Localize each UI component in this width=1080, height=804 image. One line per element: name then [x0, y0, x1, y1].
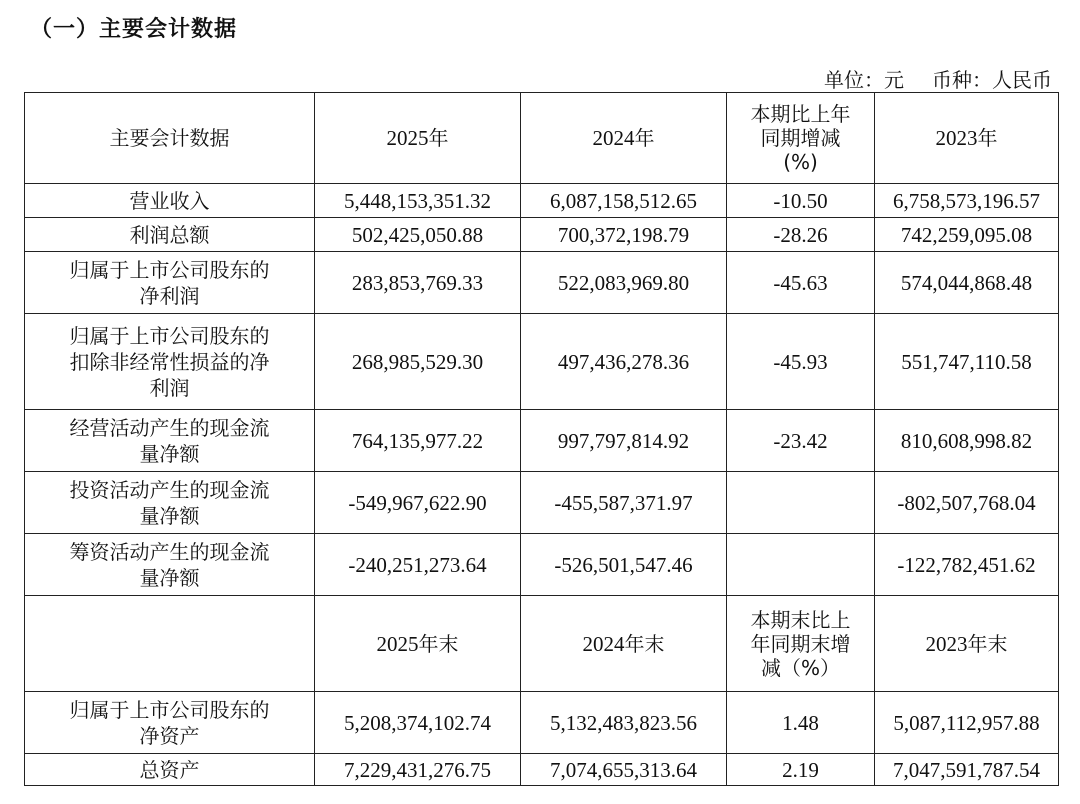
row-label: 营业收入: [25, 184, 315, 218]
header-cell-change: 本期末比上 年同期末增 减（%）: [727, 596, 875, 692]
row-label: 筹资活动产生的现金流 量净额: [25, 534, 315, 596]
value-2024: 6,087,158,512.65: [521, 184, 727, 218]
header-cell-year: 2025年末: [315, 596, 521, 692]
row-label: 归属于上市公司股东的 扣除非经常性损益的净 利润: [25, 314, 315, 410]
header-cell-year: 2023年: [875, 93, 1059, 184]
section-title: （一）主要会计数据: [30, 17, 238, 42]
table-row: [25, 410, 1059, 472]
header-cell-year: 2023年末: [875, 596, 1059, 692]
row-label: 归属于上市公司股东的 净资产: [25, 692, 315, 754]
value-2024: -455,587,371.97: [521, 472, 727, 534]
table-row: [25, 754, 1059, 786]
table-row: [25, 472, 1059, 534]
header-row-annual: [25, 93, 1059, 184]
value-2023: 551,747,110.58: [875, 314, 1059, 410]
value-2024: -526,501,547.46: [521, 534, 727, 596]
value-2025: 502,425,050.88: [315, 218, 521, 252]
value-2025: 268,985,529.30: [315, 314, 521, 410]
value-2025: 5,448,153,351.32: [315, 184, 521, 218]
value-2025: 7,229,431,276.75: [315, 754, 521, 786]
value-2023: 810,608,998.82: [875, 410, 1059, 472]
table-row: [25, 218, 1059, 252]
table-row: [25, 534, 1059, 596]
accounting-data-table: [24, 92, 1059, 786]
value-2023: 742,259,095.08: [875, 218, 1059, 252]
value-2023: 7,047,591,787.54: [875, 754, 1059, 786]
value-2024: 5,132,483,823.56: [521, 692, 727, 754]
header-cell-year: 2024年末: [521, 596, 727, 692]
value-change: 2.19: [727, 754, 875, 786]
value-2024: 7,074,655,313.64: [521, 754, 727, 786]
row-label: 利润总额: [25, 218, 315, 252]
row-label: 经营活动产生的现金流 量净额: [25, 410, 315, 472]
row-label: 归属于上市公司股东的 净利润: [25, 252, 315, 314]
header-cell-year: 2025年: [315, 93, 521, 184]
value-change: -45.63: [727, 252, 875, 314]
row-label: 投资活动产生的现金流 量净额: [25, 472, 315, 534]
value-2024: 997,797,814.92: [521, 410, 727, 472]
table-row: [25, 314, 1059, 410]
value-2025: 764,135,977.22: [315, 410, 521, 472]
table-row: [25, 692, 1059, 754]
value-change: [727, 472, 875, 534]
value-change: -45.93: [727, 314, 875, 410]
value-2025: -549,967,622.90: [315, 472, 521, 534]
value-change: -23.42: [727, 410, 875, 472]
header-cell-change: 本期比上年 同期增减 (%): [727, 93, 875, 184]
value-2025: 283,853,769.33: [315, 252, 521, 314]
value-change: 1.48: [727, 692, 875, 754]
value-2023: 6,758,573,196.57: [875, 184, 1059, 218]
value-2024: 522,083,969.80: [521, 252, 727, 314]
value-change: -10.50: [727, 184, 875, 218]
value-2023: 5,087,112,957.88: [875, 692, 1059, 754]
header-cell-label: 主要会计数据: [25, 93, 315, 184]
value-2025: 5,208,374,102.74: [315, 692, 521, 754]
unit-label: 单位：元: [824, 68, 904, 92]
table-row: [25, 252, 1059, 314]
value-change: [727, 534, 875, 596]
value-2023: -122,782,451.62: [875, 534, 1059, 596]
currency-label: 币种：人民币: [932, 68, 1052, 92]
value-2024: 497,436,278.36: [521, 314, 727, 410]
header-row-period-end: [25, 596, 1059, 692]
value-2024: 700,372,198.79: [521, 218, 727, 252]
value-2023: 574,044,868.48: [875, 252, 1059, 314]
value-change: -28.26: [727, 218, 875, 252]
unit-line: [824, 64, 1052, 93]
table-row: [25, 184, 1059, 218]
header-cell-year: 2024年: [521, 93, 727, 184]
header-cell-label: [25, 596, 315, 692]
row-label: 总资产: [25, 754, 315, 786]
value-2025: -240,251,273.64: [315, 534, 521, 596]
value-2023: -802,507,768.04: [875, 472, 1059, 534]
